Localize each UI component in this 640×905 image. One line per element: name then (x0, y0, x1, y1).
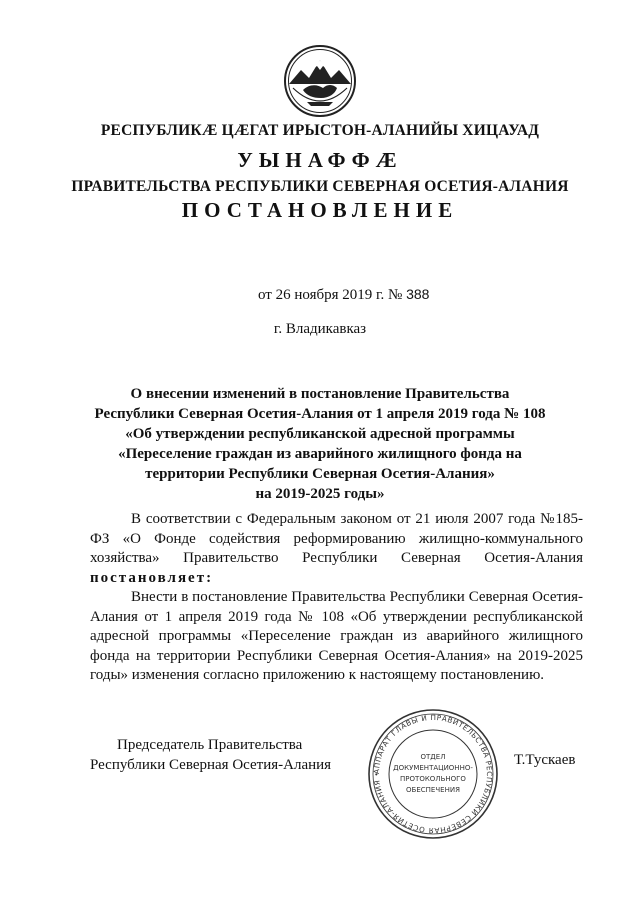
ossetian-republic-heading: РЕСПУБЛИКÆ ЦÆГАТ ИРЫСТОН-АЛАНИЙЫ ХИЦАУАД (100, 122, 540, 139)
position-line-2: Республики Северная Осетия-Алания (90, 757, 332, 773)
government-heading: ПРАВИТЕЛЬСТВА РЕСПУБЛИКИ СЕВЕРНАЯ ОСЕТИЯ-АЛАНИЯ (71, 178, 569, 195)
decree-word: постановляет: (90, 569, 214, 586)
document-subject (90, 384, 550, 504)
city-line: г. Владикавказ (273, 321, 367, 337)
document-date-line (258, 286, 429, 304)
svg-text:ОБЕСПЕЧЕНИЯ: ОБЕСПЕЧЕНИЯ (406, 786, 460, 794)
subject-line: Республики Северная Осетия-Алания от 1 апреля 2019 года № 108 (94, 406, 546, 422)
svg-text:АППАРАТ ГЛАВЫ И ПРАВИТЕЛЬСТВА: АППАРАТ ГЛАВЫ И ПРАВИТЕЛЬСТВА РЕСПУБЛИКИ СЕВЕРНАЯ ОСЕТИЯ-АЛАНИЯ • (371, 712, 495, 836)
document-date: 26 ноября 2019 г. (275, 287, 385, 303)
subject-line: «Переселение граждан из аварийного жилищного фонда на (118, 446, 522, 462)
ossetian-document-title: УЫНАФФÆ (237, 148, 403, 172)
preamble-paragraph (90, 510, 583, 588)
subject-line: «Об утверждении республиканской адресной программы (125, 426, 515, 442)
document-body (90, 510, 583, 686)
subject-line: территории Республики Северная Осетия-Алания» (145, 466, 495, 482)
preamble-text: В соответствии с Федеральным законом от 21 июля 2007 года №185-ФЗ «О Фонде содействия реформированию жилищно-коммунального хозяйства» Правительство Республики Северная Осетия-Алания (90, 511, 583, 566)
number-label: № (388, 287, 403, 303)
svg-text:ПРОТОКОЛЬНОГО: ПРОТОКОЛЬНОГО (400, 775, 466, 783)
coat-of-arms-emblem (283, 44, 357, 118)
date-prefix: от (258, 287, 272, 303)
svg-text:ОТДЕЛ: ОТДЕЛ (420, 753, 446, 761)
document-title: ПОСТАНОВЛЕНИЕ (181, 198, 459, 222)
resolution-paragraph: Внести в постановление Правительства Республики Северная Осетия-Алания от 1 апреля 2019 года № 108 «Об утверждении республиканской адресной программы «Переселение граждан из аварийного жилищного фонда на территории Республики Северная Осетия-Алания» на 2019-2025 годы» изменения согласно приложению к настоящему постановлению. (90, 589, 583, 683)
position-line-1: Председатель Правительства (117, 737, 303, 753)
official-seal (366, 707, 500, 841)
subject-line: О внесении изменений в постановление Правительства (130, 386, 510, 402)
signatory-position (90, 735, 331, 775)
signatory-name: Т.Тускаев (514, 752, 576, 768)
document-number: 388 (406, 286, 430, 302)
subject-line: на 2019-2025 годы» (255, 486, 385, 502)
svg-text:ДОКУМЕНТАЦИОННО-: ДОКУМЕНТАЦИОННО- (393, 764, 473, 772)
